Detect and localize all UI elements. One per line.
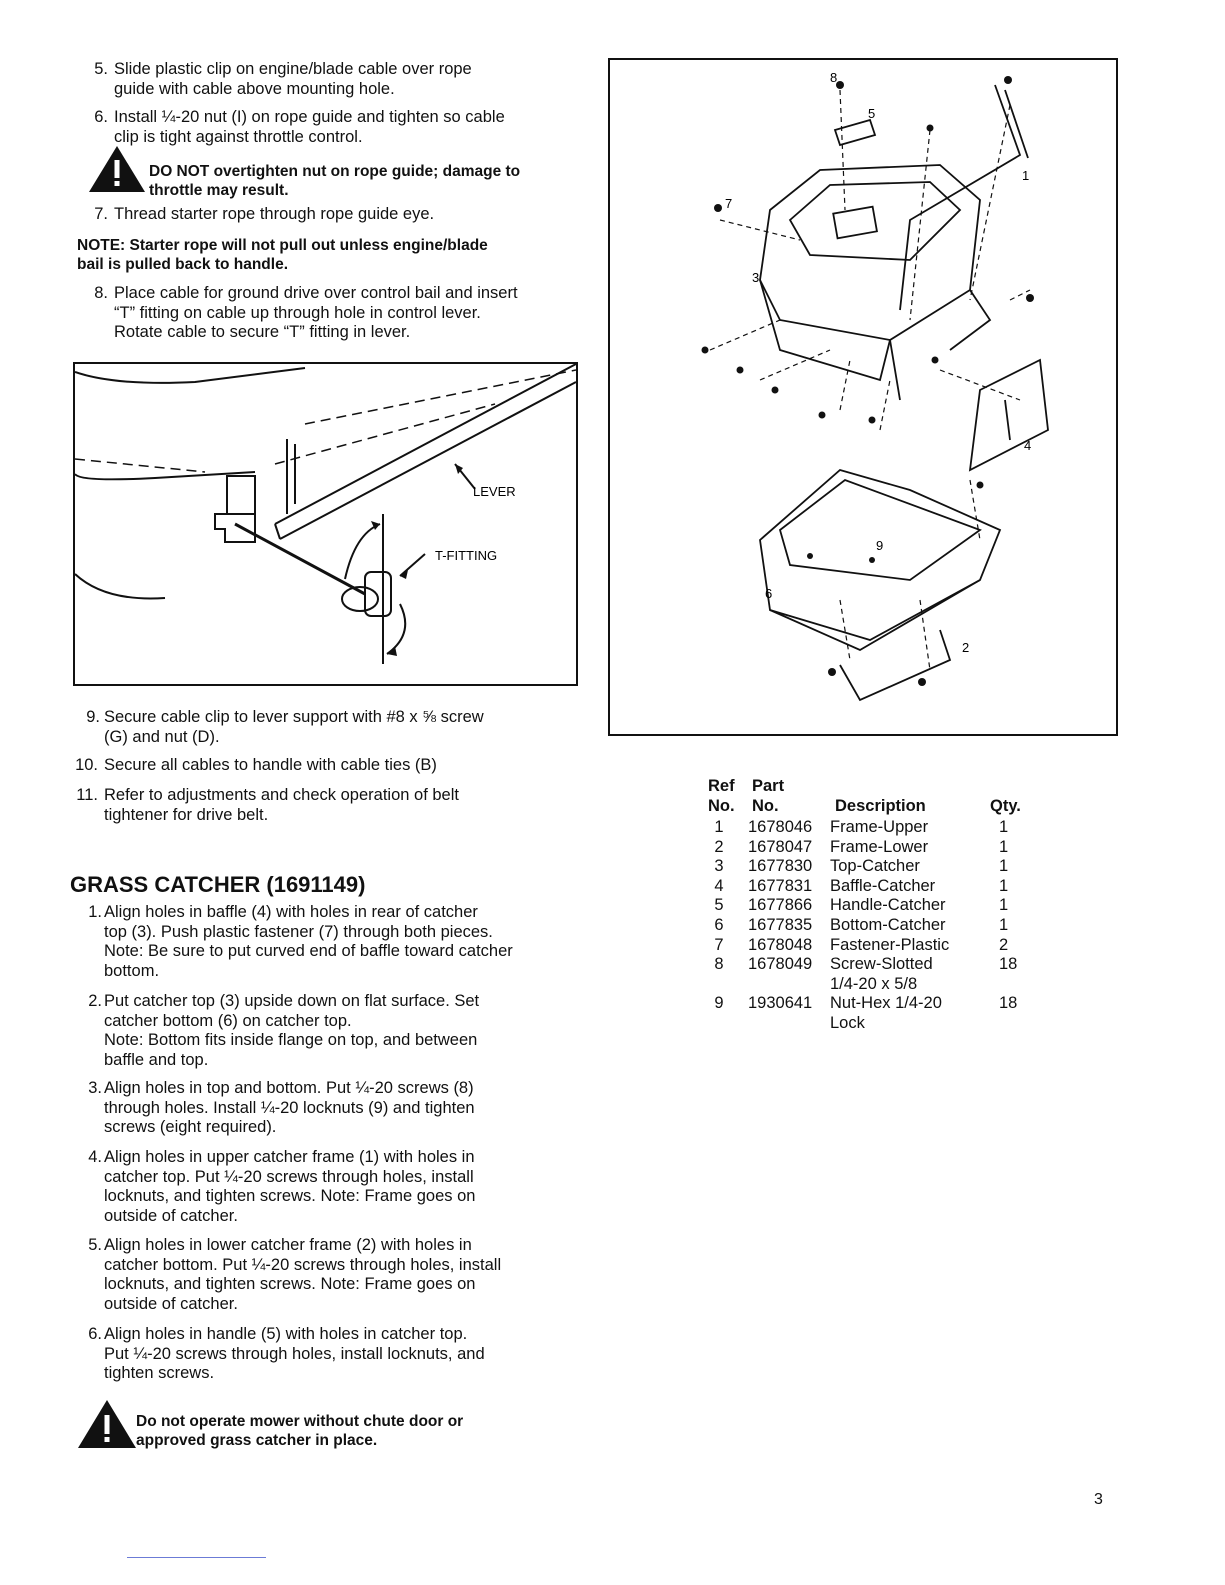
desc-cell: Bottom-Catcher <box>830 915 946 934</box>
ref-header-bottom: No. <box>708 797 735 815</box>
callout-1: 1 <box>1022 168 1030 183</box>
step-text-line: tightener for drive belt. <box>104 805 269 824</box>
desc-cell: 1/4-20 x 5/8 <box>830 974 918 993</box>
step-number: 1. <box>88 903 102 921</box>
warning-text-line: Do not operate mower without chute door or <box>136 1413 464 1430</box>
table-row <box>708 955 1048 975</box>
table-row <box>708 857 1048 877</box>
part-cell: 1677866 <box>748 896 813 915</box>
step-text-line: catcher top. Put ¼-20 screws through holes, install <box>104 1167 474 1186</box>
table-row <box>708 1014 1048 1034</box>
step-text-line: bottom. <box>104 961 160 980</box>
ref-cell: 4 <box>714 876 724 895</box>
step-text-line: Align holes in lower catcher frame (2) with holes in <box>104 1236 472 1254</box>
qty-header: Qty. <box>990 797 1021 815</box>
description-header: Description <box>835 797 926 815</box>
step-text-line: Note: Be sure to put curved end of baffle toward catcher <box>104 942 513 960</box>
qty-cell: 2 <box>999 935 1009 954</box>
warning-throttle <box>89 146 589 199</box>
step-text-line: catcher bottom. Put ¼-20 screws through holes, install <box>104 1255 502 1274</box>
step-number: 6. <box>94 108 108 126</box>
step-text-line: through holes. Install ¼-20 locknuts (9) and tighten <box>104 1098 475 1117</box>
table-header-row <box>708 797 1048 818</box>
part-header-bottom: No. <box>752 797 779 815</box>
step-text-line: Align holes in baffle (4) with holes in rear of catcher <box>104 903 478 921</box>
step-text-line: Put catcher top (3) upside down on flat surface. Set <box>104 992 480 1010</box>
callout-5: 5 <box>868 106 876 121</box>
warning-icon <box>89 146 145 192</box>
desc-cell: Handle-Catcher <box>830 896 946 915</box>
step-number: 9. <box>86 708 100 726</box>
step-text-line: locknuts, and tighten screws. Note: Frame goes on <box>104 1275 476 1293</box>
callout-2: 2 <box>962 640 970 655</box>
ref-cell: 9 <box>714 994 724 1013</box>
step-text-line: screws (eight required). <box>104 1118 277 1136</box>
step-text-line: clip is tight against throttle control. <box>114 127 363 146</box>
callout-8: 8 <box>830 70 838 85</box>
step-text-line: locknuts, and tighten screws. Note: Frame goes on <box>104 1187 476 1205</box>
table-row <box>708 916 1048 936</box>
step-text-line: guide with cable above mounting hole. <box>114 79 395 98</box>
part-cell: 1678049 <box>748 955 813 974</box>
step-number: 4. <box>88 1148 102 1166</box>
warning-chute-door <box>78 1400 588 1450</box>
desc-cell: Lock <box>830 1013 865 1032</box>
part-cell: 1930641 <box>748 994 813 1013</box>
table-row <box>708 896 1048 916</box>
step-text-line: (G) and nut (D). <box>104 727 220 746</box>
desc-cell: Frame-Upper <box>830 818 929 836</box>
qty-cell: 1 <box>999 915 1009 934</box>
step-number: 7. <box>94 205 108 223</box>
lever-figure <box>73 362 578 686</box>
ref-cell: 8 <box>714 955 724 974</box>
step-text-line: Refer to adjustments and check operation of belt <box>104 786 459 804</box>
ref-header-top: Ref <box>708 777 735 795</box>
part-cell: 1677835 <box>748 915 813 934</box>
step-text-line: Note: Bottom fits inside flange on top, and between <box>104 1031 478 1049</box>
callout-9: 9 <box>876 538 884 553</box>
page-number: 3 <box>1094 1491 1103 1508</box>
step-text-line: Slide plastic clip on engine/blade cable over rope <box>114 60 472 78</box>
step-text-line: baffle and top. <box>104 1050 209 1069</box>
ref-cell: 3 <box>714 857 724 876</box>
desc-cell: Nut-Hex 1/4-20 <box>830 994 942 1013</box>
desc-cell: Top-Catcher <box>830 857 920 876</box>
callout-6: 6 <box>765 586 773 601</box>
parts-list-table <box>708 777 1048 1034</box>
exploded-view-illustration <box>610 60 1116 734</box>
step-text-line: Put ¼-20 screws through holes, install locknuts, and <box>104 1344 485 1363</box>
step-text-line: Align holes in upper catcher frame (1) with holes in <box>104 1148 475 1166</box>
step-number: 6. <box>88 1325 102 1343</box>
warning-text-line: approved grass catcher in place. <box>136 1432 378 1449</box>
ref-cell: 1 <box>714 818 724 836</box>
step-text-line: Align holes in top and bottom. Put ¼-20 screws (8) <box>104 1079 474 1097</box>
step-text-line: outside of catcher. <box>104 1206 238 1225</box>
step-text-line: tighten screws. <box>104 1364 215 1382</box>
qty-cell: 1 <box>999 876 1009 895</box>
desc-cell: Frame-Lower <box>830 837 929 856</box>
step-text-line: outside of catcher. <box>104 1294 238 1313</box>
table-row <box>708 936 1048 956</box>
callout-4: 4 <box>1024 438 1032 453</box>
ref-cell: 5 <box>714 896 724 915</box>
qty-cell: 1 <box>999 837 1009 856</box>
step-text-line: top (3). Push plastic fastener (7) through both pieces. <box>104 922 493 941</box>
step-number: 5. <box>94 60 108 78</box>
note-starter-rope <box>77 236 597 274</box>
lever-label: LEVER <box>473 484 516 499</box>
callout-3: 3 <box>752 270 760 285</box>
table-row <box>708 877 1048 897</box>
callout-7: 7 <box>725 196 733 211</box>
grass-catcher-diagram <box>608 58 1118 736</box>
step-text-line: Place cable for ground drive over control bail and insert <box>114 284 518 302</box>
step-text-line: “T” fitting on cable up through hole in control lever. <box>114 303 481 322</box>
lever-illustration <box>75 364 576 684</box>
ref-cell: 2 <box>714 837 724 856</box>
step-text-line: Secure cable clip to lever support with #8 x ⅝ screw <box>104 708 484 726</box>
table-row <box>708 994 1048 1014</box>
step-text-line: Secure all cables to handle with cable ties (B) <box>104 756 437 774</box>
part-cell: 1677831 <box>748 876 813 895</box>
desc-cell: Fastener-Plastic <box>830 935 950 954</box>
note-text-line: NOTE: Starter rope will not pull out unless engine/blade <box>77 237 488 254</box>
ref-cell: 6 <box>714 915 724 934</box>
note-text-line: bail is pulled back to handle. <box>77 256 289 273</box>
part-cell: 1678048 <box>748 935 813 954</box>
warning-text-line: throttle may result. <box>149 182 289 199</box>
step-number: 3. <box>88 1079 102 1097</box>
step-number: 10. <box>75 756 98 774</box>
ref-cell: 7 <box>714 935 724 954</box>
table-row <box>708 818 1048 838</box>
step-text-line: Thread starter rope through rope guide eye. <box>114 205 435 223</box>
qty-cell: 1 <box>999 896 1009 915</box>
step-text-line: Install ¼-20 nut (I) on rope guide and tighten so cable <box>114 108 505 126</box>
part-cell: 1677830 <box>748 857 813 876</box>
desc-cell: Screw-Slotted <box>830 955 933 974</box>
step-number: 11. <box>76 786 98 804</box>
qty-cell: 18 <box>999 994 1018 1013</box>
step-text-line: Rotate cable to secure “T” fitting in lever. <box>114 323 411 341</box>
warning-text-line: DO NOT overtighten nut on rope guide; damage to <box>149 163 521 180</box>
step-text-line: Align holes in handle (5) with holes in catcher top. <box>104 1325 468 1343</box>
table-row <box>708 975 1048 995</box>
t-fitting-label: T-FITTING <box>435 548 498 563</box>
step-text-line: catcher bottom (6) on catcher top. <box>104 1011 352 1030</box>
bottom-rule <box>127 1557 266 1558</box>
warning-icon <box>78 1400 136 1448</box>
part-cell: 1678046 <box>748 818 813 836</box>
table-row <box>708 838 1048 858</box>
part-cell: 1678047 <box>748 837 813 856</box>
qty-cell: 1 <box>999 818 1009 836</box>
qty-cell: 18 <box>999 955 1018 974</box>
step-number: 8. <box>94 284 108 302</box>
section-title: GRASS CATCHER (1691149) <box>70 872 366 897</box>
table-header-row <box>708 777 1048 797</box>
step-number: 5. <box>88 1236 102 1254</box>
desc-cell: Baffle-Catcher <box>830 876 936 895</box>
step-number: 2. <box>88 992 102 1010</box>
qty-cell: 1 <box>999 857 1009 876</box>
part-header-top: Part <box>752 777 785 795</box>
